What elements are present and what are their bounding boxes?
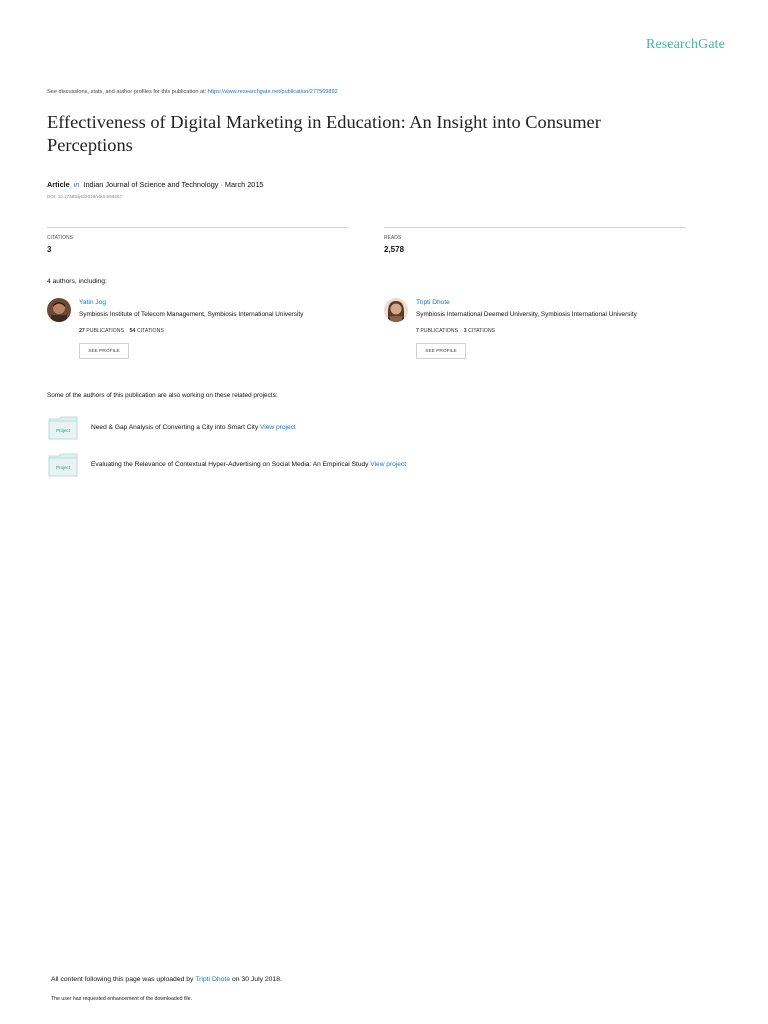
reads-label: READS (384, 235, 402, 241)
avatar[interactable] (384, 298, 408, 322)
author-name-link[interactable]: Yatin Jog (79, 299, 107, 306)
project-title: Need & Gap Analysis of Converting a City into Smart City (91, 424, 259, 431)
author-stats (416, 328, 495, 334)
view-project-link[interactable]: View project (370, 461, 407, 468)
authors-heading: 4 authors, including: (47, 278, 107, 285)
citations-count: 54 (129, 328, 136, 334)
doi-text: DOI: 10.17485/ijst/2015/v8iS4/69267 (47, 194, 123, 199)
avatar-photo-icon (47, 298, 71, 322)
reads-value: 2,578 (384, 245, 405, 254)
journal-info: Indian Journal of Science and Technology · March 2015 (83, 180, 264, 189)
project-folder-icon (48, 416, 78, 440)
researchgate-logo[interactable]: ResearchGate (646, 37, 725, 52)
uploader-link[interactable]: Tripti Dhote (195, 976, 231, 983)
publication-meta (47, 180, 263, 189)
avatar-photo-icon (384, 298, 408, 322)
citations-label: CITATIONS (136, 328, 164, 334)
project-icon-label: Project (55, 465, 71, 470)
related-projects-heading: Some of the authors of this publication are also working on these related projects: (47, 392, 278, 399)
in-label: in (73, 180, 80, 189)
project-folder-icon (48, 453, 78, 477)
see-profile-button[interactable]: SEE PROFILE (79, 343, 129, 359)
publications-count: 27 (79, 328, 85, 334)
upload-info (51, 976, 282, 983)
citations-count: 3 (463, 328, 467, 334)
publication-url-link[interactable]: https://www.researchgate.net/publication/277569892 (207, 89, 338, 95)
see-discussions-text: See discussions, stats, and author profiles for this publication at: (47, 89, 207, 95)
publications-count: 7 (416, 328, 419, 334)
upload-prefix: All content following this page was uploaded by (51, 976, 194, 983)
see-profile-button[interactable]: SEE PROFILE (416, 343, 466, 359)
publication-url-line (47, 89, 338, 95)
publication-title: Effectiveness of Digital Marketing in Education: An Insight into Consumer Perceptions (47, 112, 601, 155)
enhancement-note: The user has requested enhancement of the downloaded file. (51, 996, 193, 1002)
author-stats (79, 328, 164, 334)
citations-divider (47, 227, 349, 228)
author-institution: Symbiosis International Deemed University, Symbiosis International University (416, 311, 637, 318)
citations-value: 3 (47, 245, 52, 254)
author-institution: Symbiosis Institute of Telecom Management, Symbiosis International University (79, 311, 304, 318)
citations-label: CITATIONS (468, 328, 496, 334)
upload-suffix: on 30 July 2018. (232, 976, 282, 983)
avatar[interactable] (47, 298, 71, 322)
project-line (91, 461, 406, 468)
project-line (91, 424, 296, 431)
reads-divider (384, 227, 686, 228)
publications-label: PUBLICATIONS (420, 328, 459, 334)
project-icon-label: Project (55, 428, 71, 433)
publication-type: Article (47, 180, 70, 189)
publications-label: PUBLICATIONS (86, 328, 124, 334)
citations-label: CITATIONS (47, 235, 73, 241)
view-project-link[interactable]: View project (259, 424, 296, 431)
project-title: Evaluating the Relevance of Contextual Hyper-Advertising on Social Media: An Empirical Study (91, 461, 369, 468)
author-name-link[interactable]: Tripti Dhote (416, 299, 450, 306)
